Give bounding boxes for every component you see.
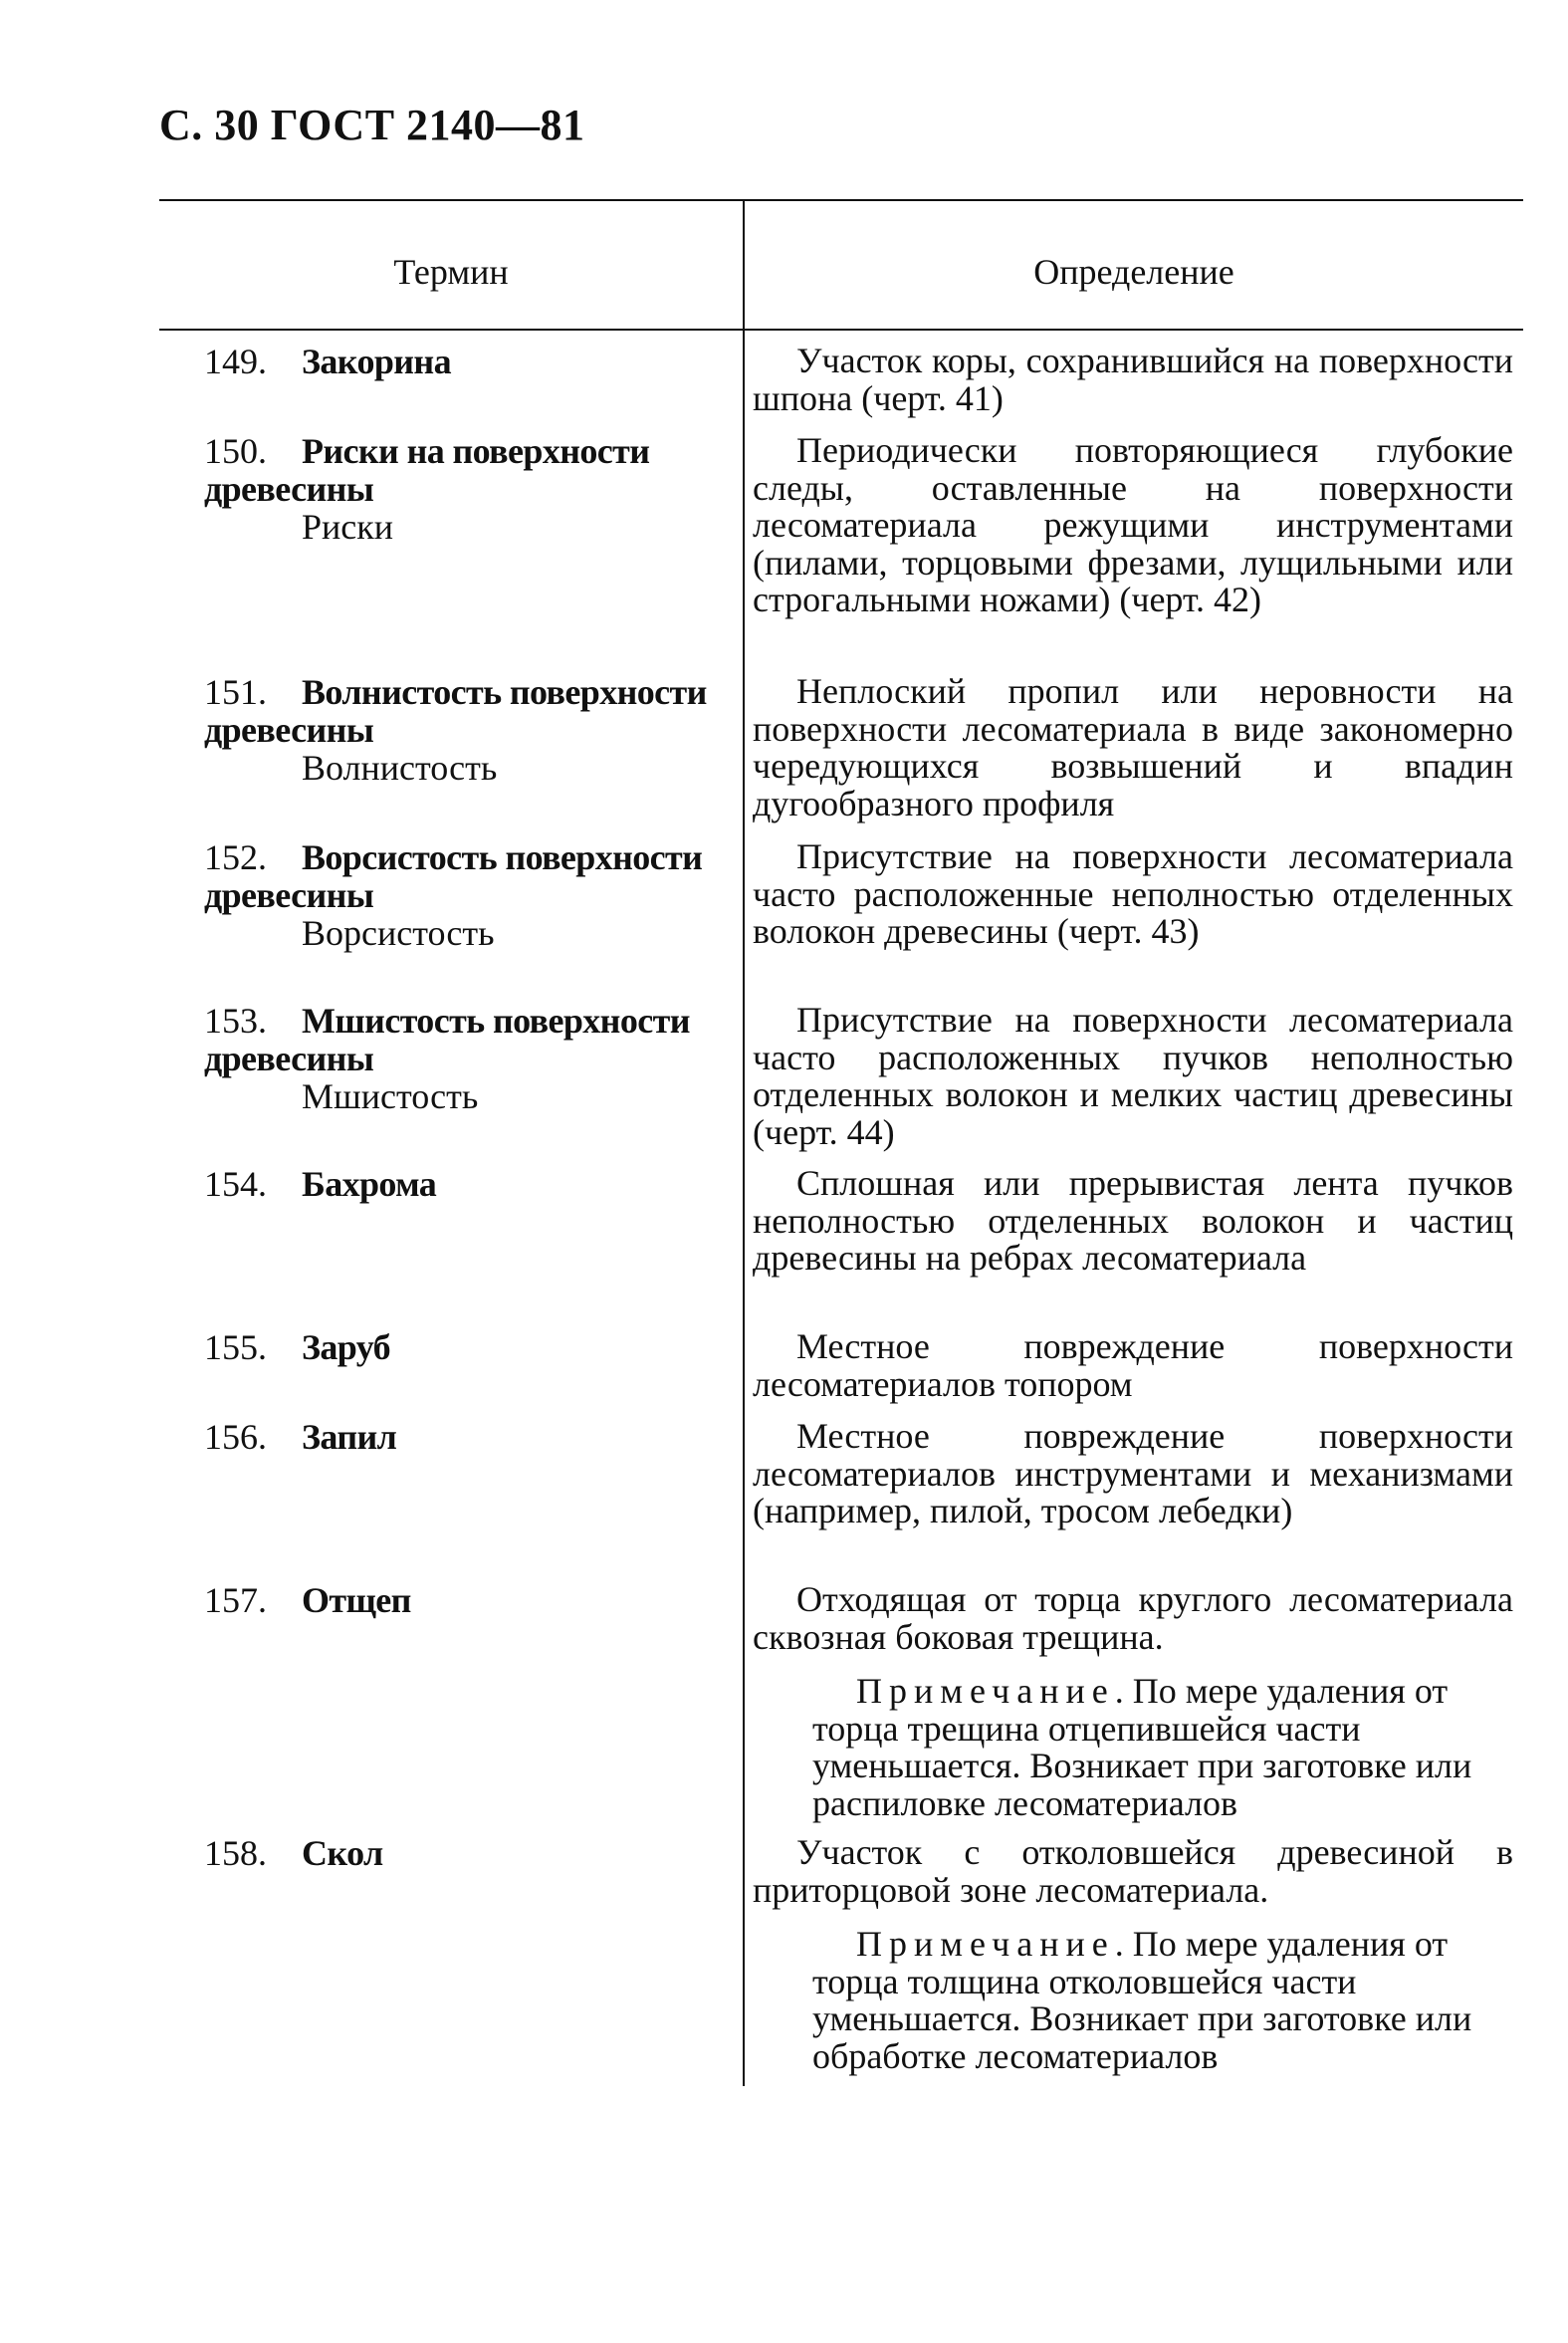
term-cell (204, 1834, 742, 1872)
term-cell (204, 838, 742, 952)
term-number: 158. (204, 1833, 267, 1873)
definition-note (812, 1673, 1513, 1822)
term-number: 151. (204, 672, 267, 712)
definition-cell: Участок коры, сохранившийся на поверхности шпона (черт. 41) (753, 341, 1513, 418)
term-name: Отщеп (302, 1580, 411, 1620)
term-synonym: Волнистость (302, 748, 498, 788)
term-number: 154. (204, 1164, 267, 1204)
definition-cell: Присутствие на поверхности лесоматериала часто расположенные неполностью отделенных волокон древесины (черт. 43) (753, 836, 1513, 951)
definition-cell: Неплоский пропил или неровности на поверхности лесоматериала в виде закономерно чередующихся возвышений и впадин дугообразного профиля (753, 671, 1513, 823)
term-number: 157. (204, 1580, 267, 1620)
page-header: С. 30 ГОСТ 2140—81 (159, 101, 585, 149)
table-header-rule (159, 329, 1523, 331)
term-synonym: Ворсистость (302, 913, 495, 953)
term-cell (204, 1328, 742, 1366)
term-cell (204, 432, 742, 546)
term-name: Закорина (302, 342, 451, 381)
term-cell (204, 1581, 742, 1619)
term-number: 150. (204, 431, 267, 471)
note-text: . По мере удаления от торца толщина отколовшейся части уменьшается. Возникает при заготовке или обработке лесоматериалов (812, 1924, 1472, 2076)
term-cell (204, 673, 742, 787)
term-number: 155. (204, 1327, 267, 1367)
note-label: Примечание (856, 1924, 1115, 1964)
term-synonym: Риски (302, 507, 394, 547)
term-name: Ворсистость поверхности древесины (204, 837, 703, 915)
term-number: 153. (204, 1001, 267, 1041)
term-cell (204, 1418, 742, 1456)
definition-note (812, 1926, 1513, 2075)
column-divider (743, 201, 745, 2086)
term-cell (204, 1165, 742, 1203)
term-number: 156. (204, 1417, 267, 1457)
definition-cell: Присутствие на поверхности лесоматериала часто расположенных пучков неполностью отделенных волокон и мелких частиц древесины (черт. 44) (753, 1000, 1513, 1152)
term-cell (204, 343, 742, 380)
term-name: Риски на поверхности древесины (204, 431, 650, 509)
column-header-term: Термин (393, 252, 509, 292)
note-text: . По мере удаления от торца трещина отцепившейся части уменьшается. Возникает при заготовке или распиловке лесоматериалов (812, 1671, 1472, 1823)
definition-cell: Отходящая от торца круглого лесоматериала сквозная боковая трещина. (753, 1579, 1513, 1657)
definition-cell: Сплошная или прерывистая лента пучков неполностью отделенных волокон и частиц древесины на ребрах лесоматериала (753, 1163, 1513, 1278)
definition-cell: Местное повреждение поверхности лесоматериалов инструментами и механизмами (например, пилой, тросом лебедки) (753, 1416, 1513, 1530)
definition-cell: Периодически повторяющиеся глубокие следы, оставленные на поверхности лесоматериала режущими инструментами (пилами, торцовыми фрезами, лущильными или строгальными ножами) (черт. 42) (753, 430, 1513, 619)
term-number: 149. (204, 342, 267, 381)
definition-cell: Участок с отколовшейся древесиной в приторцовой зоне лесоматериала. (753, 1832, 1513, 1910)
term-name: Заруб (302, 1327, 391, 1367)
definition-cell: Местное повреждение поверхности лесоматериалов топором (753, 1326, 1513, 1404)
table-top-rule (159, 199, 1523, 201)
column-header-definition: Определение (1033, 252, 1234, 292)
term-number: 152. (204, 837, 267, 877)
term-name: Бахрома (302, 1164, 437, 1204)
term-name: Запил (302, 1417, 397, 1457)
term-name: Скол (302, 1833, 383, 1873)
term-name: Волнистость поверхности древесины (204, 672, 707, 750)
term-synonym: Мшистость (302, 1076, 479, 1116)
term-name: Мшистость поверхности древесины (204, 1001, 690, 1078)
note-label: Примечание (856, 1671, 1115, 1711)
term-cell (204, 1002, 742, 1115)
